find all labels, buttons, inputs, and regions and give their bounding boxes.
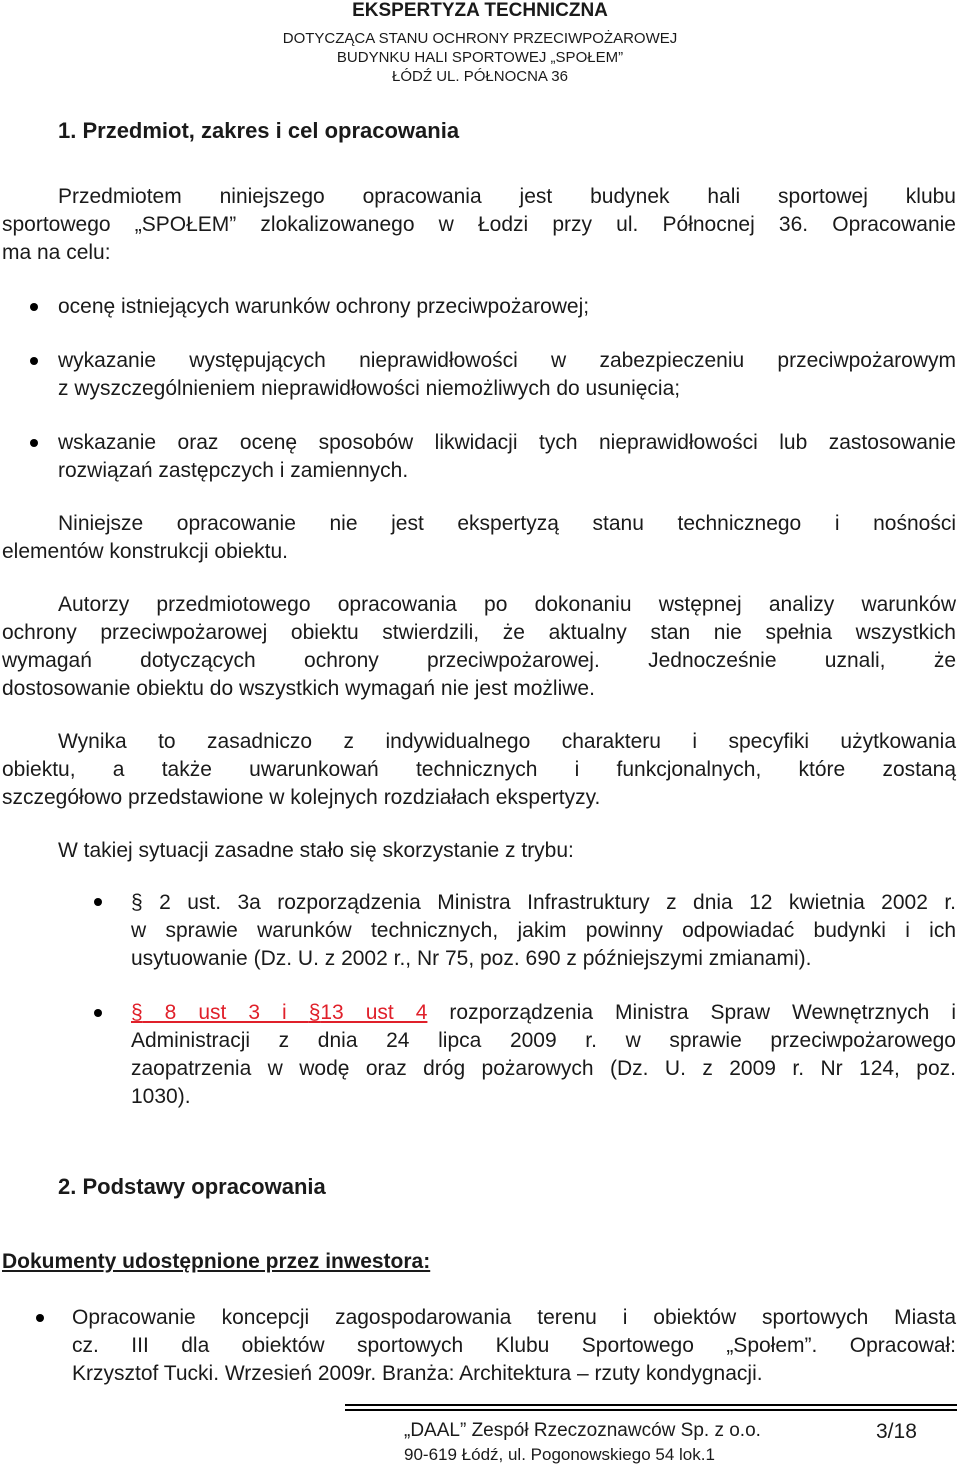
law-2-line-2: Administracji z dnia 24 lipca 2009 r. w sprawie przeciwpożarowego — [131, 1029, 956, 1052]
footer-rule-top — [345, 1404, 957, 1406]
document-1-line-1: Opracowanie koncepcji zagospodarowania terenu i obiektów sportowych Miasta — [72, 1306, 956, 1329]
bullet-2-line-1: wykazanie występujących nieprawidłowości w zabezpieczeniu przeciwpożarowym — [58, 349, 956, 372]
law-1-line-1-text: 2 ust. 3a rozporządzenia Ministra Infrastruktury z dnia 12 kwietnia 2002 r. — [142, 891, 956, 914]
paragraph-2-line-1: Niniejsze opracowanie nie jest ekspertyzą stanu technicznego i nośności — [58, 512, 956, 535]
law-2-line-3: zaopatrzenia w wodę oraz dróg pożarowych (Dz. U. z 2009 r. Nr 124, poz. — [131, 1057, 956, 1080]
paragraph-5: W takiej sytuacji zasadne stało się skorzystanie z trybu: — [58, 839, 574, 862]
bullet-2-line-2: z wyszczególnieniem nieprawidłowości niemożliwych do usunięcia; — [58, 377, 681, 400]
section-2-subheading: Dokumenty udostępnione przez inwestora: — [2, 1250, 431, 1273]
law-2-reference-1[interactable]: § 8 ust 3 i — [131, 1001, 309, 1024]
paragraph-3-line-4: dostosowanie obiektu do wszystkich wymagań nie jest możliwe. — [2, 677, 595, 700]
footer-company: „DAAL” Zespół Rzeczoznawców Sp. z o.o. — [404, 1420, 761, 1441]
header-line-3: ŁÓDŹ UL. PÓŁNOCNA 36 — [392, 68, 568, 85]
law-2-line-4: 1030). — [131, 1085, 191, 1108]
document-1-line-3: Krzysztof Tucki. Wrzesień 2009r. Branża: Architektura – rzuty kondygnacji. — [72, 1362, 763, 1385]
law-2-line-1-text: rozporządzenia Ministra Spraw Wewnętrznych i — [427, 1001, 956, 1024]
law-2-ref-2-text: 13 ust 4 — [320, 1001, 428, 1024]
intro-line-2: sportowego „SPOŁEM” zlokalizowanego w Łodzi przy ul. Północnej 36. Opracowanie — [2, 213, 956, 236]
bullet-3-line-1: wskazanie oraz ocenę sposobów likwidacji tych nieprawidłowości lub zastosowanie — [58, 431, 956, 454]
section-sign: § — [131, 891, 143, 914]
paragraph-4-line-2: obiektu, a także uwarunkowań technicznych i funkcjonalnych, które zostaną — [2, 758, 956, 781]
document-header-title: EKSPERTYZA TECHNICZNA — [352, 0, 608, 21]
bullet-icon — [94, 898, 102, 906]
law-1-line-2: w sprawie warunków technicznych, jakim powinny odpowiadać budynki i ich — [131, 919, 956, 942]
paragraph-3-line-3: wymagań dotyczących ochrony przeciwpożarowej. Jednocześnie uznali, że — [2, 649, 956, 672]
law-1-line-3: usytuowanie (Dz. U. z 2002 r., Nr 75, poz. 690 z późniejszymi zmianami). — [131, 947, 812, 970]
bullet-icon — [36, 1314, 44, 1322]
section-1-heading: 1. Przedmiot, zakres i cel opracowania — [58, 118, 460, 143]
paragraph-3-line-2: ochrony przeciwpożarowej obiektu stwierdzili, że aktualny stan nie spełnia wszystkich — [2, 621, 956, 644]
bullet-icon — [30, 357, 38, 365]
document-1-line-2: cz. III dla obiektów sportowych Klubu Sportowego „Społem”. Opracował: — [72, 1334, 956, 1357]
paragraph-4-line-1: Wynika to zasadniczo z indywidualnego charakteru i specyfiki użytkowania — [58, 730, 956, 753]
bullet-icon — [30, 439, 38, 447]
intro-line-3: ma na celu: — [2, 241, 111, 264]
paragraph-4-line-3: szczegółowo przedstawione w kolejnych rozdziałach ekspertyzy. — [2, 786, 601, 809]
footer-address: 90-619 Łódź, ul. Pogonowskiego 54 lok.1 — [404, 1445, 715, 1464]
bullet-1-text: ocenę istniejących warunków ochrony przeciwpożarowej; — [58, 295, 590, 318]
law-1-line-1 — [131, 889, 956, 917]
section-2-heading: 2. Podstawy opracowania — [58, 1174, 326, 1199]
bullet-icon — [94, 1009, 102, 1017]
paragraph-2-line-2: elementów konstrukcji obiektu. — [2, 540, 288, 563]
paragraph-3-line-1: Autorzy przedmiotowego opracowania po dokonaniu wstępnej analizy warunków — [58, 593, 956, 616]
law-2-ref-1-text: 8 ust 3 i — [142, 1001, 309, 1024]
header-line-1: DOTYCZĄCA STANU OCHRONY PRZECIWPOŻAROWEJ — [282, 30, 678, 47]
page-number: 3/18 — [876, 1420, 917, 1443]
intro-line-1: Przedmiotem niniejszego opracowania jest budynek hali sportowej klubu — [58, 185, 956, 208]
header-line-2: BUDYNKU HALI SPORTOWEJ „SPOŁEM” — [336, 49, 624, 66]
law-2-reference-2[interactable]: §13 ust 4 — [308, 1001, 428, 1024]
footer-rule-bottom — [345, 1409, 957, 1411]
law-2-line-1 — [131, 999, 956, 1027]
bullet-3-line-2: rozwiązań zastępczych i zamiennych. — [58, 459, 409, 482]
bullet-icon — [30, 303, 38, 311]
